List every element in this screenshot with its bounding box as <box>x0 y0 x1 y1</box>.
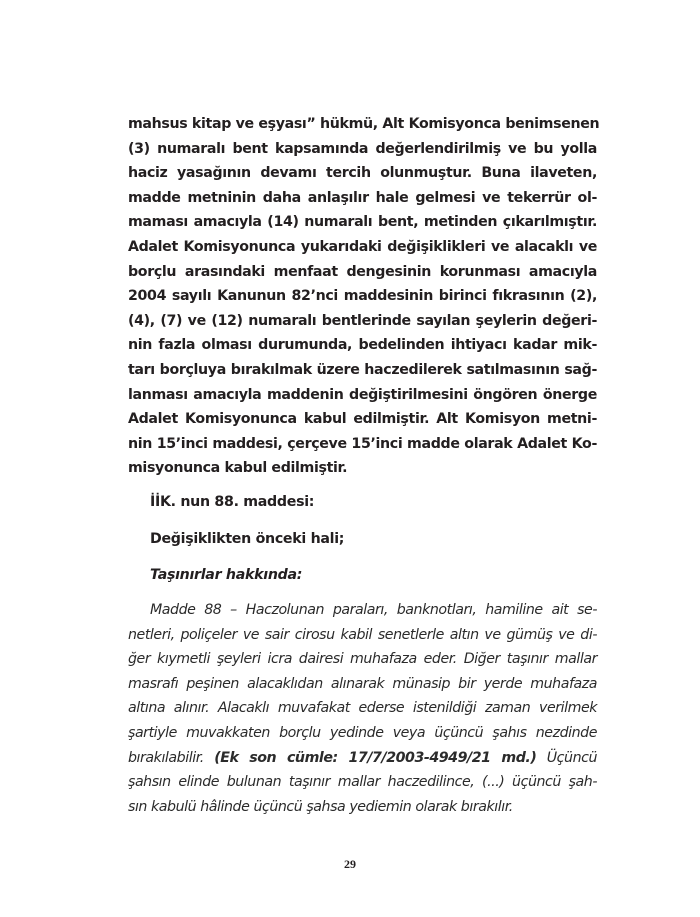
text-line: nin 15’inci maddesi, çerçeve 15’inci madde olarak Adalet Ko- <box>128 435 597 452</box>
text-line: altına alınır. Alacaklı muvafakat ederse istenildiği zaman verilmek <box>128 700 597 717</box>
text-line: şartiyle muvakkaten borçlu yedinde veya üçüncü şahıs nezdinde <box>128 724 597 741</box>
text-line: mahsus kitap ve eşyası” hükmü, Alt Komisyonca benimsenen <box>128 116 600 132</box>
text-line: ğer kıymetli şeyleri icra dairesi muhafaza eder. Diğer taşınır mallar <box>128 651 597 668</box>
text-line: lanması amacıyla maddenin değiştirilmesini öngören önerge <box>128 386 597 403</box>
heading-subject: Taşınırlar hakkında: <box>150 567 303 583</box>
text-line: tarı borçluya bırakılmak üzere haczedilerek satılmasının sağ- <box>128 361 597 378</box>
article-88-text <box>128 598 597 819</box>
text-line: misyonunca kabul edilmiştir. <box>128 460 348 477</box>
text-line: borçlu arasındaki menfaat dengesinin korunması amacıyla <box>128 263 597 280</box>
text-line: maması amacıyla (14) numaralı bent, metinden çıkarılmıştır. <box>128 214 597 231</box>
text-line: Adalet Komisyonunca yukarıdaki değişiklikleri ve alacaklı ve <box>128 238 597 255</box>
text-line: şahsın elinde bulunan taşınır mallar haczedilince, (...) üçüncü şah- <box>128 774 597 791</box>
paragraph-commission-report <box>128 112 600 481</box>
text-segment: Üçüncü <box>546 749 598 766</box>
text-line: 2004 sayılı Kanunun 82’nci maddesinin birinci fıkrasının (2), <box>128 288 597 305</box>
text-line: masrafı peşinen alacaklıdan alınarak münasip bir yerde muhafaza <box>128 675 597 692</box>
page-number: 29 <box>344 857 356 871</box>
text-line: Madde 88 – Haczolunan paraları, banknotları, hamiline ait se- <box>150 602 597 618</box>
text-line: netleri, poliçeler ve sair cirosu kabil senetlerle altın ve gümüş ve di- <box>128 626 597 643</box>
amendment-note: (Ek son cümle: 17/7/2003-4949/21 md.) <box>214 749 537 766</box>
text-line: Adalet Komisyonunca kabul edilmiştir. Alt Komisyon metni- <box>128 411 597 428</box>
text-line <box>128 746 597 771</box>
heading-article: İİK. nun 88. maddesi: <box>150 494 315 510</box>
text-line: sın kabulü hâlinde üçüncü şahsa yediemin olarak bırakılır. <box>128 798 513 815</box>
text-segment: bırakılabilir. <box>128 749 204 766</box>
heading-previous-version: Değişiklikten önceki hali; <box>150 531 345 547</box>
text-line: madde metninin daha anlaşılır hale gelmesi ve tekerrür ol- <box>128 189 597 206</box>
text-line: haciz yasağının devamı tercih olunmuştur. Buna ilaveten, <box>128 165 597 182</box>
text-line: (4), (7) ve (12) numaralı bentlerinde sayılan şeylerin değeri- <box>128 312 597 329</box>
text-line: (3) numaralı bent kapsamında değerlendirilmiş ve bu yolla <box>128 140 597 157</box>
text-line: nin fazla olması durumunda, bedelinden ihtiyacı kadar mik- <box>128 337 597 354</box>
